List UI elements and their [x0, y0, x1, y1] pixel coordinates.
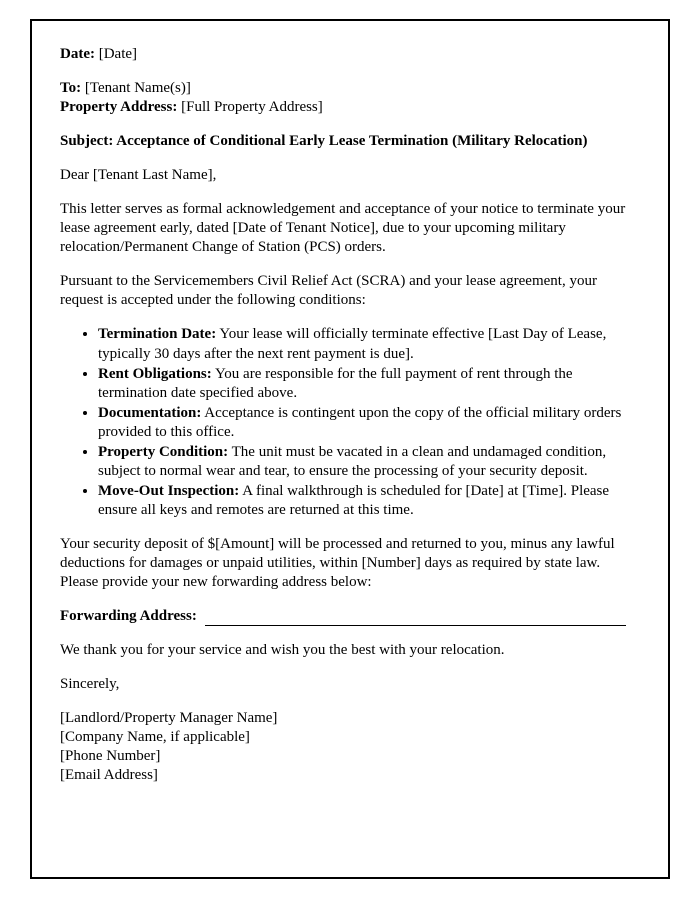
property-address-value: [Full Property Address]	[181, 99, 323, 116]
signature-line-phone: [Phone Number]	[60, 748, 161, 765]
thanks-paragraph: We thank you for your service and wish you the best with your relocation.	[60, 642, 505, 659]
forwarding-address-row	[60, 607, 640, 626]
date-label: Date:	[60, 46, 95, 62]
intro-paragraph: This letter serves as formal acknowledgement and acceptance of your notice to terminate your lease agreement early, dated [Date of Tenant Notice], due to your upcoming military relocation/Permanent Change of Station (PCS) orders.	[60, 201, 626, 256]
closing: Sincerely,	[60, 676, 120, 693]
to-line	[60, 79, 640, 98]
condition-label: Rent Obligations:	[98, 365, 212, 382]
condition-item-property-condition	[98, 443, 640, 481]
condition-text: Acceptance is contingent upon the copy of the official military orders provided to this office.	[98, 404, 622, 440]
condition-label: Move-Out Inspection:	[98, 482, 240, 499]
condition-text: Your lease will officially terminate effective [Last Day of Lease, typically 30 days after the next rent payment is due].	[98, 326, 607, 362]
condition-item-rent-obligations	[98, 365, 640, 403]
salutation: Dear [Tenant Last Name],	[60, 167, 217, 184]
condition-item-move-out-inspection	[98, 482, 640, 520]
subject-line	[60, 132, 640, 151]
to-value: [Tenant Name(s)]	[84, 80, 191, 97]
property-address-label: Property Address:	[60, 99, 178, 116]
signature-line-company: [Company Name, if applicable]	[60, 729, 250, 746]
property-address-line	[60, 98, 640, 117]
condition-text: You are responsible for the full payment of rent through the termination date specified above.	[98, 365, 573, 401]
subject-text: Subject: Acceptance of Conditional Early Lease Termination (Military Relocation)	[60, 133, 588, 150]
date-value: [Date]	[98, 46, 138, 62]
forwarding-address-blank-line	[205, 609, 626, 626]
signature-line-email: [Email Address]	[60, 767, 158, 784]
condition-text: A final walkthrough is scheduled for [Date] at [Time]. Please ensure all keys and remotes are returned at this time.	[98, 482, 610, 518]
condition-label: Documentation:	[98, 404, 202, 421]
condition-label: Termination Date:	[98, 326, 217, 343]
signature-line-name: [Landlord/Property Manager Name]	[60, 710, 278, 727]
condition-text: The unit must be vacated in a clean and undamaged condition, subject to normal wear and tear, to ensure the processing of your security deposit.	[98, 443, 607, 479]
condition-item-termination-date	[98, 325, 640, 363]
forwarding-address-label: Forwarding Address:	[60, 608, 197, 625]
deposit-paragraph: Your security deposit of $[Amount] will be processed and returned to you, minus any lawful deductions for damages or unpaid utilities, within [Number] days as required by state law. Please provide your new forwarding address below:	[60, 535, 615, 591]
conditions-list	[60, 325, 640, 519]
signature-block	[60, 709, 640, 785]
letter-page	[30, 19, 670, 879]
conditions-intro-paragraph: Pursuant to the Servicemembers Civil Relief Act (SCRA) and your lease agreement, your request is accepted under the following conditions:	[60, 273, 597, 309]
condition-item-documentation	[98, 404, 640, 442]
to-label: To:	[60, 80, 82, 97]
date-line	[60, 45, 640, 64]
condition-label: Property Condition:	[98, 443, 229, 460]
recipient-block	[60, 79, 640, 117]
